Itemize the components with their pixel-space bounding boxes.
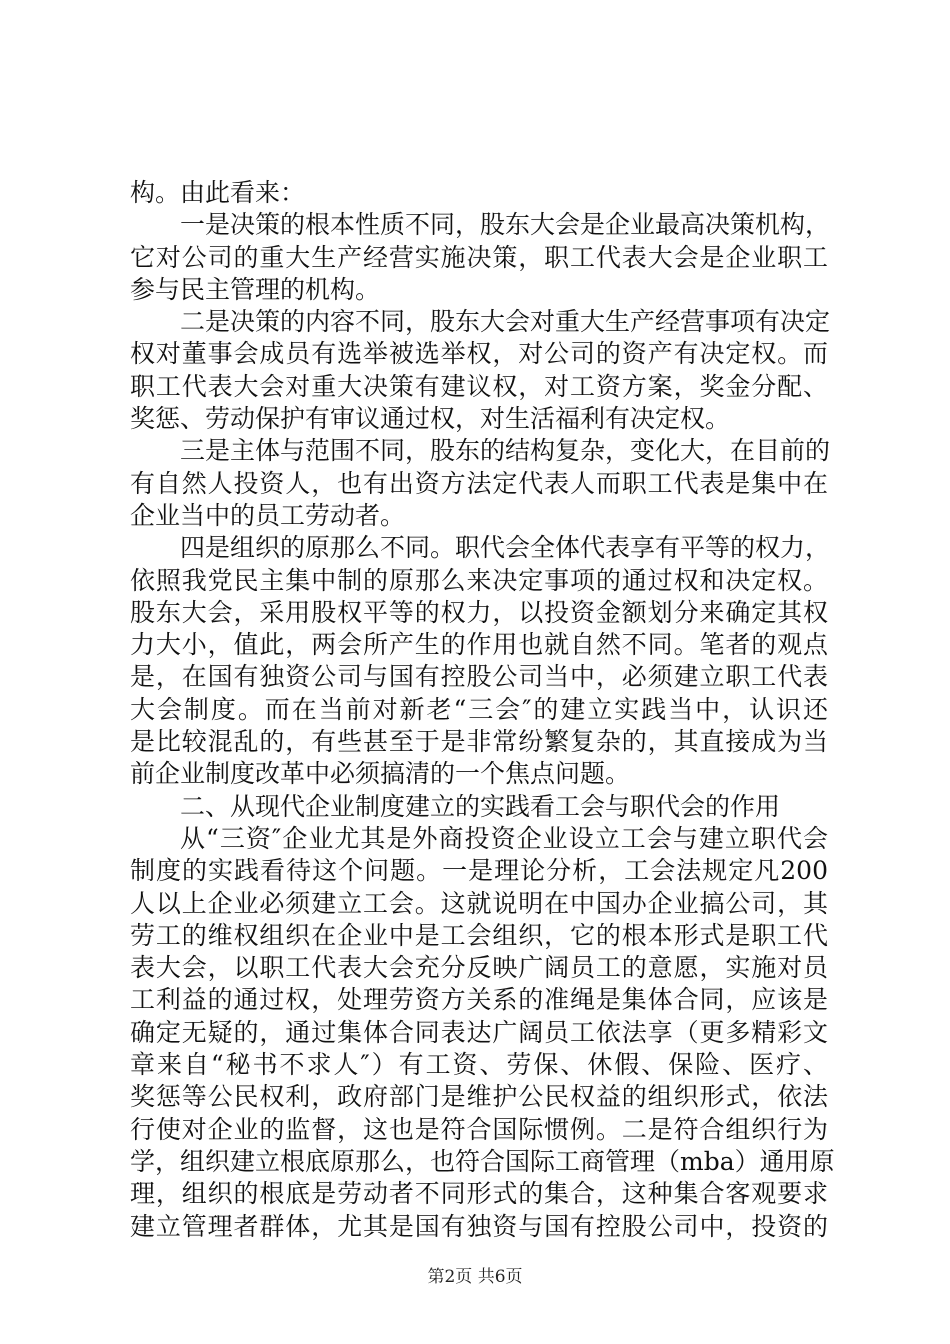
text-line: 工利益的通过权，处理劳资方关系的准绳是集体合同，应该是	[130, 985, 828, 1015]
text-line: 制度的实践看待这个问题。一是理论分析，工会法规定凡200	[130, 856, 828, 886]
text-line: 依照我党民主集中制的原那么来决定事项的通过权和决定权。	[130, 565, 828, 595]
text-line: 前企业制度改革中必须搞清的一个焦点问题。	[130, 759, 631, 789]
text-line: 一是决策的根本性质不同，股东大会是企业最高决策机构，	[180, 210, 831, 240]
text-line: 企业当中的员工劳动者。	[130, 500, 406, 530]
text-line: 参与民主管理的机构。	[130, 274, 381, 304]
text-line: 奖惩、劳动保护有审议通过权，对生活福利有决定权。	[130, 404, 731, 434]
text-line: 股东大会，采用股权平等的权力，以投资金额划分来确定其权	[130, 597, 828, 627]
text-line: 大会制度。而在当前对新老“三会″的建立实践当中，认识还	[130, 694, 828, 724]
text-line: 人以上企业必须建立工会。这就说明在中国办企业搞公司，其	[130, 888, 828, 918]
text-line: 有自然人投资人，也有出资方法定代表人而职工代表是集中在	[130, 468, 828, 498]
text-line: 二、从现代企业制度建立的实践看工会与职代会的作用	[180, 791, 781, 821]
text-line: 理，组织的根底是劳动者不同形式的集合，这种集合客观要求	[130, 1179, 828, 1209]
text-line: 二是决策的内容不同，股东大会对重大生产经营事项有决定	[180, 307, 831, 337]
page-footer: 第2页 共6页	[427, 1267, 523, 1287]
text-line: 章来自“秘书不求人″）有工资、劳保、休假、保险、医疗、	[130, 1050, 828, 1080]
text-line: 是，在国有独资公司与国有控股公司当中，必须建立职工代表	[130, 662, 828, 692]
text-line: 行使对企业的监督，这也是符合国际惯例。二是符合组织行为	[130, 1114, 828, 1144]
text-line: 从“三资″企业尤其是外商投资企业设立工会与建立职代会	[180, 823, 828, 853]
document-body	[130, 177, 835, 1243]
text-line: 确定无疑的，通过集体合同表达广阔员工依法享（更多精彩文	[130, 1017, 828, 1047]
text-line: 是比较混乱的，有些甚至于是非常纷繁复杂的，其直接成为当	[130, 727, 828, 757]
text-line: 力大小，值此，两会所产生的作用也就自然不同。笔者的观点	[130, 630, 828, 660]
text-line: 建立管理者群体，尤其是国有独资与国有控股公司中，投资的	[130, 1211, 828, 1241]
text-line: 三是主体与范围不同，股东的结构复杂，变化大，在目前的	[180, 436, 831, 466]
text-line: 表大会，以职工代表大会充分反映广阔员工的意愿，实施对员	[130, 953, 828, 983]
text-line: 奖惩等公民权利，政府部门是维护公民权益的组织形式，依法	[130, 1082, 828, 1112]
text-line: 它对公司的重大生产经营实施决策，职工代表大会是企业职工	[130, 242, 828, 272]
text-line: 权对董事会成员有选举被选举权，对公司的资产有决定权。而	[130, 339, 828, 369]
text-line: 职工代表大会对重大决策有建议权，对工资方案，奖金分配、	[130, 371, 828, 401]
text-line: 劳工的维权组织在企业中是工会组织，它的根本形式是职工代	[130, 920, 828, 950]
text-line: 学，组织建立根底原那么，也符合国际工商管理（mba）通用原	[130, 1146, 835, 1176]
text-line: 构。由此看来：	[130, 178, 306, 207]
text-line: 四是组织的原那么不同。职代会全体代表享有平等的权力，	[180, 533, 831, 563]
